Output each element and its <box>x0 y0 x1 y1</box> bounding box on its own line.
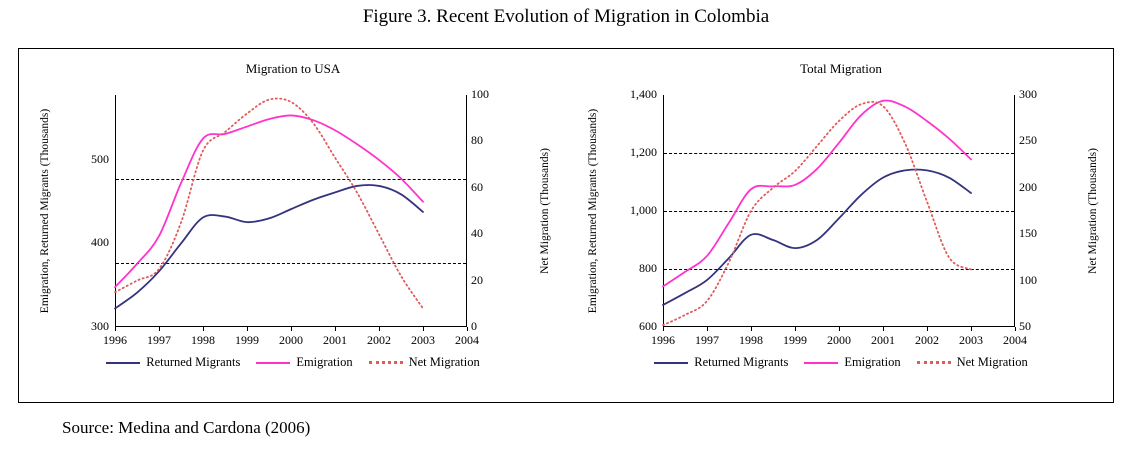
ytick-left-usa-400: 400 <box>91 235 109 249</box>
legend-label-net-migration-usa: Net Migration <box>408 355 480 369</box>
xtick-usa-1997: 1997 <box>147 333 171 347</box>
legend-item-emigration-usa <box>256 355 352 370</box>
legend-usa <box>19 355 567 370</box>
ytick-right-usa-60: 60 <box>471 180 483 194</box>
legend-item-net-migration-total <box>917 355 1028 370</box>
legend-label-net-migration-total: Net Migration <box>956 355 1028 369</box>
xtick-usa-2000: 2000 <box>279 333 303 347</box>
xtick-total-1997: 1997 <box>695 333 719 347</box>
xtick-total-1998: 1998 <box>739 333 763 347</box>
legend-label-returned-migrants-total: Returned Migrants <box>694 355 789 369</box>
xtick-usa-2003: 2003 <box>411 333 435 347</box>
xtickmark-total-1996 <box>663 327 664 331</box>
y-axis-label-left-usa: Emigration, Returned Migrants (Thousands) <box>39 108 51 314</box>
xtickmark-usa-2003 <box>423 327 424 331</box>
chart-panel-migration-to-usa <box>19 49 567 404</box>
xtick-total-1999: 1999 <box>783 333 807 347</box>
xtickmark-total-2000 <box>839 327 840 331</box>
source-note: Source: Medina and Cardona (2006) <box>62 418 311 437</box>
xtick-usa-2002: 2002 <box>367 333 391 347</box>
legend-label-emigration-total: Emigration <box>844 355 901 369</box>
ytick-right-total-200: 200 <box>1019 180 1037 194</box>
series-lines-total <box>663 95 1015 327</box>
ytick-right-usa-0: 0 <box>471 319 477 333</box>
xtick-total-2004: 2004 <box>1003 333 1027 347</box>
xtickmark-usa-1997 <box>159 327 160 331</box>
xtick-total-2002: 2002 <box>915 333 939 347</box>
ytick-right-total-250: 250 <box>1019 133 1037 147</box>
legend-swatch-net-migration-total <box>917 361 951 364</box>
y-axis-label-right-usa: Net Migration (Thousands) <box>539 148 551 274</box>
xtickmark-total-1998 <box>751 327 752 331</box>
ytick-right-total-50: 50 <box>1019 319 1031 333</box>
xtick-usa-2001: 2001 <box>323 333 347 347</box>
legend-item-returned-migrants-usa <box>106 355 240 370</box>
ytick-right-usa-80: 80 <box>471 133 483 147</box>
ytick-right-usa-100: 100 <box>471 87 489 101</box>
xtickmark-usa-1998 <box>203 327 204 331</box>
xtick-total-1996: 1996 <box>651 333 675 347</box>
xtickmark-total-2001 <box>883 327 884 331</box>
xtickmark-usa-1999 <box>247 327 248 331</box>
ytick-right-usa-40: 40 <box>471 226 483 240</box>
y-axis-label-right-total: Net Migration (Thousands) <box>1087 148 1099 274</box>
ytick-left-total-1200: 1,200 <box>630 145 657 159</box>
ytick-left-usa-500: 500 <box>91 152 109 166</box>
xtick-usa-2004: 2004 <box>455 333 479 347</box>
legend-label-emigration-usa: Emigration <box>296 355 353 369</box>
legend-swatch-emigration-usa <box>256 362 290 364</box>
xtickmark-total-1999 <box>795 327 796 331</box>
legend-swatch-emigration-total <box>804 362 838 364</box>
xtickmark-usa-2000 <box>291 327 292 331</box>
ytick-left-total-1000: 1,000 <box>630 203 657 217</box>
xtick-total-2003: 2003 <box>959 333 983 347</box>
ytick-left-total-600: 600 <box>639 319 657 333</box>
legend-label-returned-migrants-usa: Returned Migrants <box>146 355 241 369</box>
xtickmark-total-2003 <box>971 327 972 331</box>
legend-swatch-returned-migrants-total <box>654 362 688 364</box>
legend-swatch-net-migration-usa <box>369 361 403 364</box>
ytick-left-usa-300: 300 <box>91 319 109 333</box>
y-axis-label-left-total: Emigration, Returned Migrants (Thousands) <box>587 108 599 314</box>
legend-item-returned-migrants-total <box>654 355 788 370</box>
panel-title-total: Total Migration <box>800 61 882 76</box>
xtick-total-2001: 2001 <box>871 333 895 347</box>
figure-title: Figure 3. Recent Evolution of Migration in Colombia <box>362 6 770 27</box>
legend-item-emigration-total <box>804 355 900 370</box>
ytick-right-total-150: 150 <box>1019 226 1037 240</box>
xtick-usa-1996: 1996 <box>103 333 127 347</box>
xtick-usa-1999: 1999 <box>235 333 259 347</box>
chart-frame <box>18 48 1114 403</box>
ytick-right-usa-20: 20 <box>471 273 483 287</box>
ytick-right-total-300: 300 <box>1019 87 1037 101</box>
xtickmark-usa-1996 <box>115 327 116 331</box>
xtickmark-total-2004 <box>1015 327 1016 331</box>
legend-item-net-migration-usa <box>369 355 480 370</box>
series-lines-usa <box>115 95 467 327</box>
legend-total <box>567 355 1115 370</box>
xtick-total-2000: 2000 <box>827 333 851 347</box>
ytick-left-total-1400: 1,400 <box>630 87 657 101</box>
legend-swatch-returned-migrants-usa <box>106 362 140 364</box>
xtick-usa-1998: 1998 <box>191 333 215 347</box>
chart-panel-total-migration <box>567 49 1115 404</box>
xtickmark-total-1997 <box>707 327 708 331</box>
xtickmark-usa-2001 <box>335 327 336 331</box>
panel-title-usa: Migration to USA <box>245 61 341 76</box>
ytick-right-total-100: 100 <box>1019 273 1037 287</box>
xtickmark-total-2002 <box>927 327 928 331</box>
xtickmark-usa-2004 <box>467 327 468 331</box>
ytick-left-total-800: 800 <box>639 261 657 275</box>
xtickmark-usa-2002 <box>379 327 380 331</box>
